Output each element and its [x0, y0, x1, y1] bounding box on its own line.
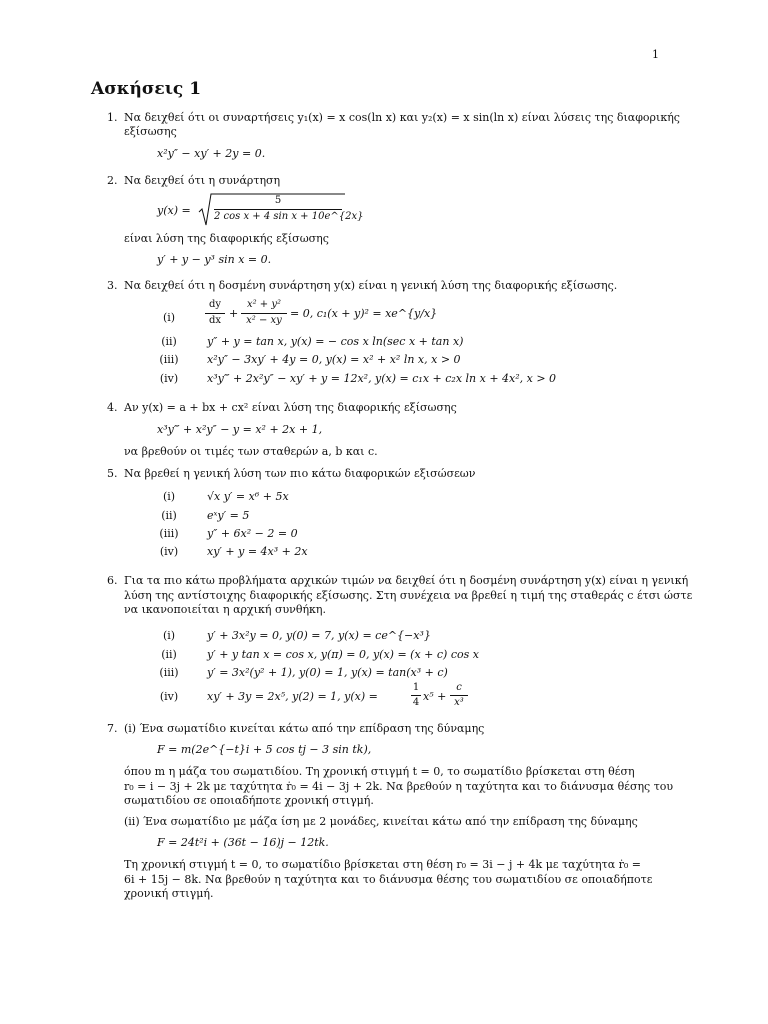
problem-7-text-a: (i) Ένα σωματίδιο κινείται κάτω από την επίδραση της δύναμης [124, 722, 485, 735]
problem-7-text-b1: όπου m η μάζα του σωματιδίου. Τη χρονική στιγμή t = 0, το σωματίδιο βρίσκεται στη θέση [124, 765, 635, 778]
problem-4-equation: x³y‴ + x²y″ − y = x² + 2x + 1, [157, 423, 323, 436]
problem-2-frac-den: 2 cos x + 4 sin x + 10e^{2x} [214, 211, 364, 222]
problem-6-iv-f2-den: x³ [454, 697, 464, 708]
problem-6-iii-equation: y′ = 3x²(y² + 1), y(0) = 1, y(x) = tan(x³ + c) [207, 666, 448, 679]
problem-3-ii-equation: y″ + y = tan x, y(x) = − cos x ln(sec x + tan x) [207, 335, 464, 348]
problem-2-text2: είναι λύση της διαφορικής εξίσωσης [124, 232, 329, 245]
problem-6-text-l3: να ικανοποιείται η αρχική συνθήκη. [124, 603, 327, 616]
problem-3-label-iv: (iv) [159, 372, 179, 385]
problem-3-i-plus: + [229, 307, 239, 320]
problem-1-equation: x²y″ − xy′ + 2y = 0. [157, 147, 266, 160]
problem-5-label-iv: (iv) [159, 545, 179, 558]
problem-6-label-iv: (iv) [159, 690, 179, 703]
problem-6-i-equation: y′ + 3x²y = 0, y(0) = 7, y(x) = ce^{−x³} [207, 629, 431, 642]
problem-2-equation: y′ + y − y³ sin x = 0. [157, 253, 272, 266]
problem-1-text-cont: εξίσωσης [124, 125, 177, 138]
problem-3-label-ii: (ii) [161, 335, 177, 348]
problem-6-iv-equation: xy′ + 3y = 2x⁵, y(2) = 1, y(x) = [207, 690, 378, 703]
problem-6-label-iii: (iii) [159, 666, 179, 679]
problem-3-i-den1: dx [208, 315, 222, 326]
problem-7-text-b3: σωματιδίου σε οποιαδήποτε χρονική στιγμή. [124, 794, 374, 807]
problem-7-number: 7. [107, 722, 118, 735]
problem-5-iv-equation: xy′ + y = 4x³ + 2x [207, 545, 308, 558]
problem-5-iii-equation: y″ + 6x² − 2 = 0 [207, 527, 298, 540]
problem-6-text-l2: λύση της αντίστοιχης διαφορικής εξίσωσης. Στη συνέχεια να βρεθεί η τιμή της σταθεράς c έτσι ώστε [124, 589, 693, 602]
problem-3-i-equation: = 0, c₁(x + y)² = xe^{y/x} [290, 307, 438, 320]
problem-6-iv-mid: x⁵ + [423, 690, 447, 703]
problem-3-iii-equation: x²y″ − 3xy′ + 4y = 0, y(x) = x² + x² ln x, x > 0 [207, 353, 461, 366]
problem-3-i-bar2 [241, 313, 287, 314]
problem-3-i-num1: dy [208, 299, 222, 310]
problem-2-frac-num: 5 [274, 195, 282, 206]
problem-6-iv-f1-num: 1 [412, 682, 420, 693]
page-number: 1 [652, 48, 659, 61]
problem-6-iv-f2-num: c [456, 682, 462, 693]
problem-7-text-b2: r₀ = i − 3j + 2k με ταχύτητα ṙ₀ = 4i − 3j + 2k. Να βρεθούν η ταχύτητα και το διάνυσμα θέσης του [124, 780, 674, 793]
problem-1-number: 1. [107, 111, 118, 124]
problem-7-text-d2: 6i + 15j − 8k. Να βρεθούν η ταχύτητα και το διάνυσμα θέσης του σωματιδίου σε οποιαδήποτε [124, 873, 653, 886]
problem-3-label-i: (i) [162, 311, 176, 324]
problem-3-number: 3. [107, 279, 118, 292]
problem-2-frac-bar [214, 209, 342, 210]
problem-3-i-bar1 [205, 313, 225, 314]
problem-3-i-num2: x² + y² [246, 299, 282, 310]
problem-2-lhs: y(x) = [157, 204, 191, 217]
problem-3-i-den2: x² − xy [246, 315, 282, 326]
problem-4-text2: να βρεθούν οι τιμές των σταθερών a, b και c. [124, 445, 378, 458]
problem-2-text: Να δειχθεί ότι η συνάρτηση [124, 174, 281, 187]
problem-5-label-iii: (iii) [159, 527, 179, 540]
problem-5-ii-equation: eˣy′ = 5 [207, 509, 250, 522]
problem-3-iv-equation: x³y‴ + 2x²y″ − xy′ + y = 12x², y(x) = c₁x + c₂x ln x + 4x², x > 0 [207, 372, 557, 385]
problem-2-number: 2. [107, 174, 118, 187]
problem-5-text: Να βρεθεί η γενική λύση των πιο κάτω διαφορικών εξισώσεων [124, 467, 476, 480]
problem-5-label-i: (i) [162, 490, 176, 503]
problem-7-equation-c: F = 24t²i + (36t − 16)j − 12tk. [157, 836, 329, 849]
problem-3-text: Να δειχθεί ότι η δοσμένη συνάρτηση y(x) είναι η γενική λύση της διαφορικής εξίσωσης. [124, 279, 618, 292]
problem-6-ii-equation: y′ + y tan x = cos x, y(π) = 0, y(x) = (x + c) cos x [207, 648, 479, 661]
problem-1-text: Να δειχθεί ότι οι συναρτήσεις y₁(x) = x cos(ln x) και y₂(x) = x sin(ln x) είναι λύσεις της διαφορικής [124, 111, 680, 124]
problem-4-text: Αν y(x) = a + bx + cx² είναι λύση της διαφορικής εξίσωσης [124, 401, 457, 414]
problem-6-iv-f2-bar [450, 695, 468, 696]
problem-7-text-c: (ii) Ένα σωματίδιο με μάζα ίση με 2 μονάδες, κινείται κάτω από την επίδραση της δύναμης [124, 815, 638, 828]
problem-6-number: 6. [107, 574, 118, 587]
problem-5-i-equation: √x y′ = x⁶ + 5x [207, 490, 289, 503]
problem-7-text-d1: Τη χρονική στιγμή t = 0, το σωματίδιο βρίσκεται στη θέση r₀ = 3i − j + 4k με ταχύτητα ṙ₀ = [124, 858, 641, 871]
problem-6-text-l1: Για τα πιο κάτω προβλήματα αρχικών τιμών να δειχθεί ότι η δοσμένη συνάρτηση y(x) είναι η γενική [124, 574, 689, 587]
problem-7-equation-a: F = m(2e^{−t}i + 5 cos tj − 3 sin tk), [157, 743, 372, 756]
problem-6-iv-f1-den: 4 [412, 697, 420, 708]
problem-7-text-d3: χρονική στιγμή. [124, 887, 214, 900]
section-title: Ασκήσεις 1 [91, 79, 202, 99]
problem-6-label-i: (i) [162, 629, 176, 642]
problem-3-label-iii: (iii) [159, 353, 179, 366]
problem-6-label-ii: (ii) [161, 648, 177, 661]
problem-5-number: 5. [107, 467, 118, 480]
problem-5-label-ii: (ii) [161, 509, 177, 522]
problem-4-number: 4. [107, 401, 118, 414]
problem-6-iv-f1-bar [411, 695, 421, 696]
